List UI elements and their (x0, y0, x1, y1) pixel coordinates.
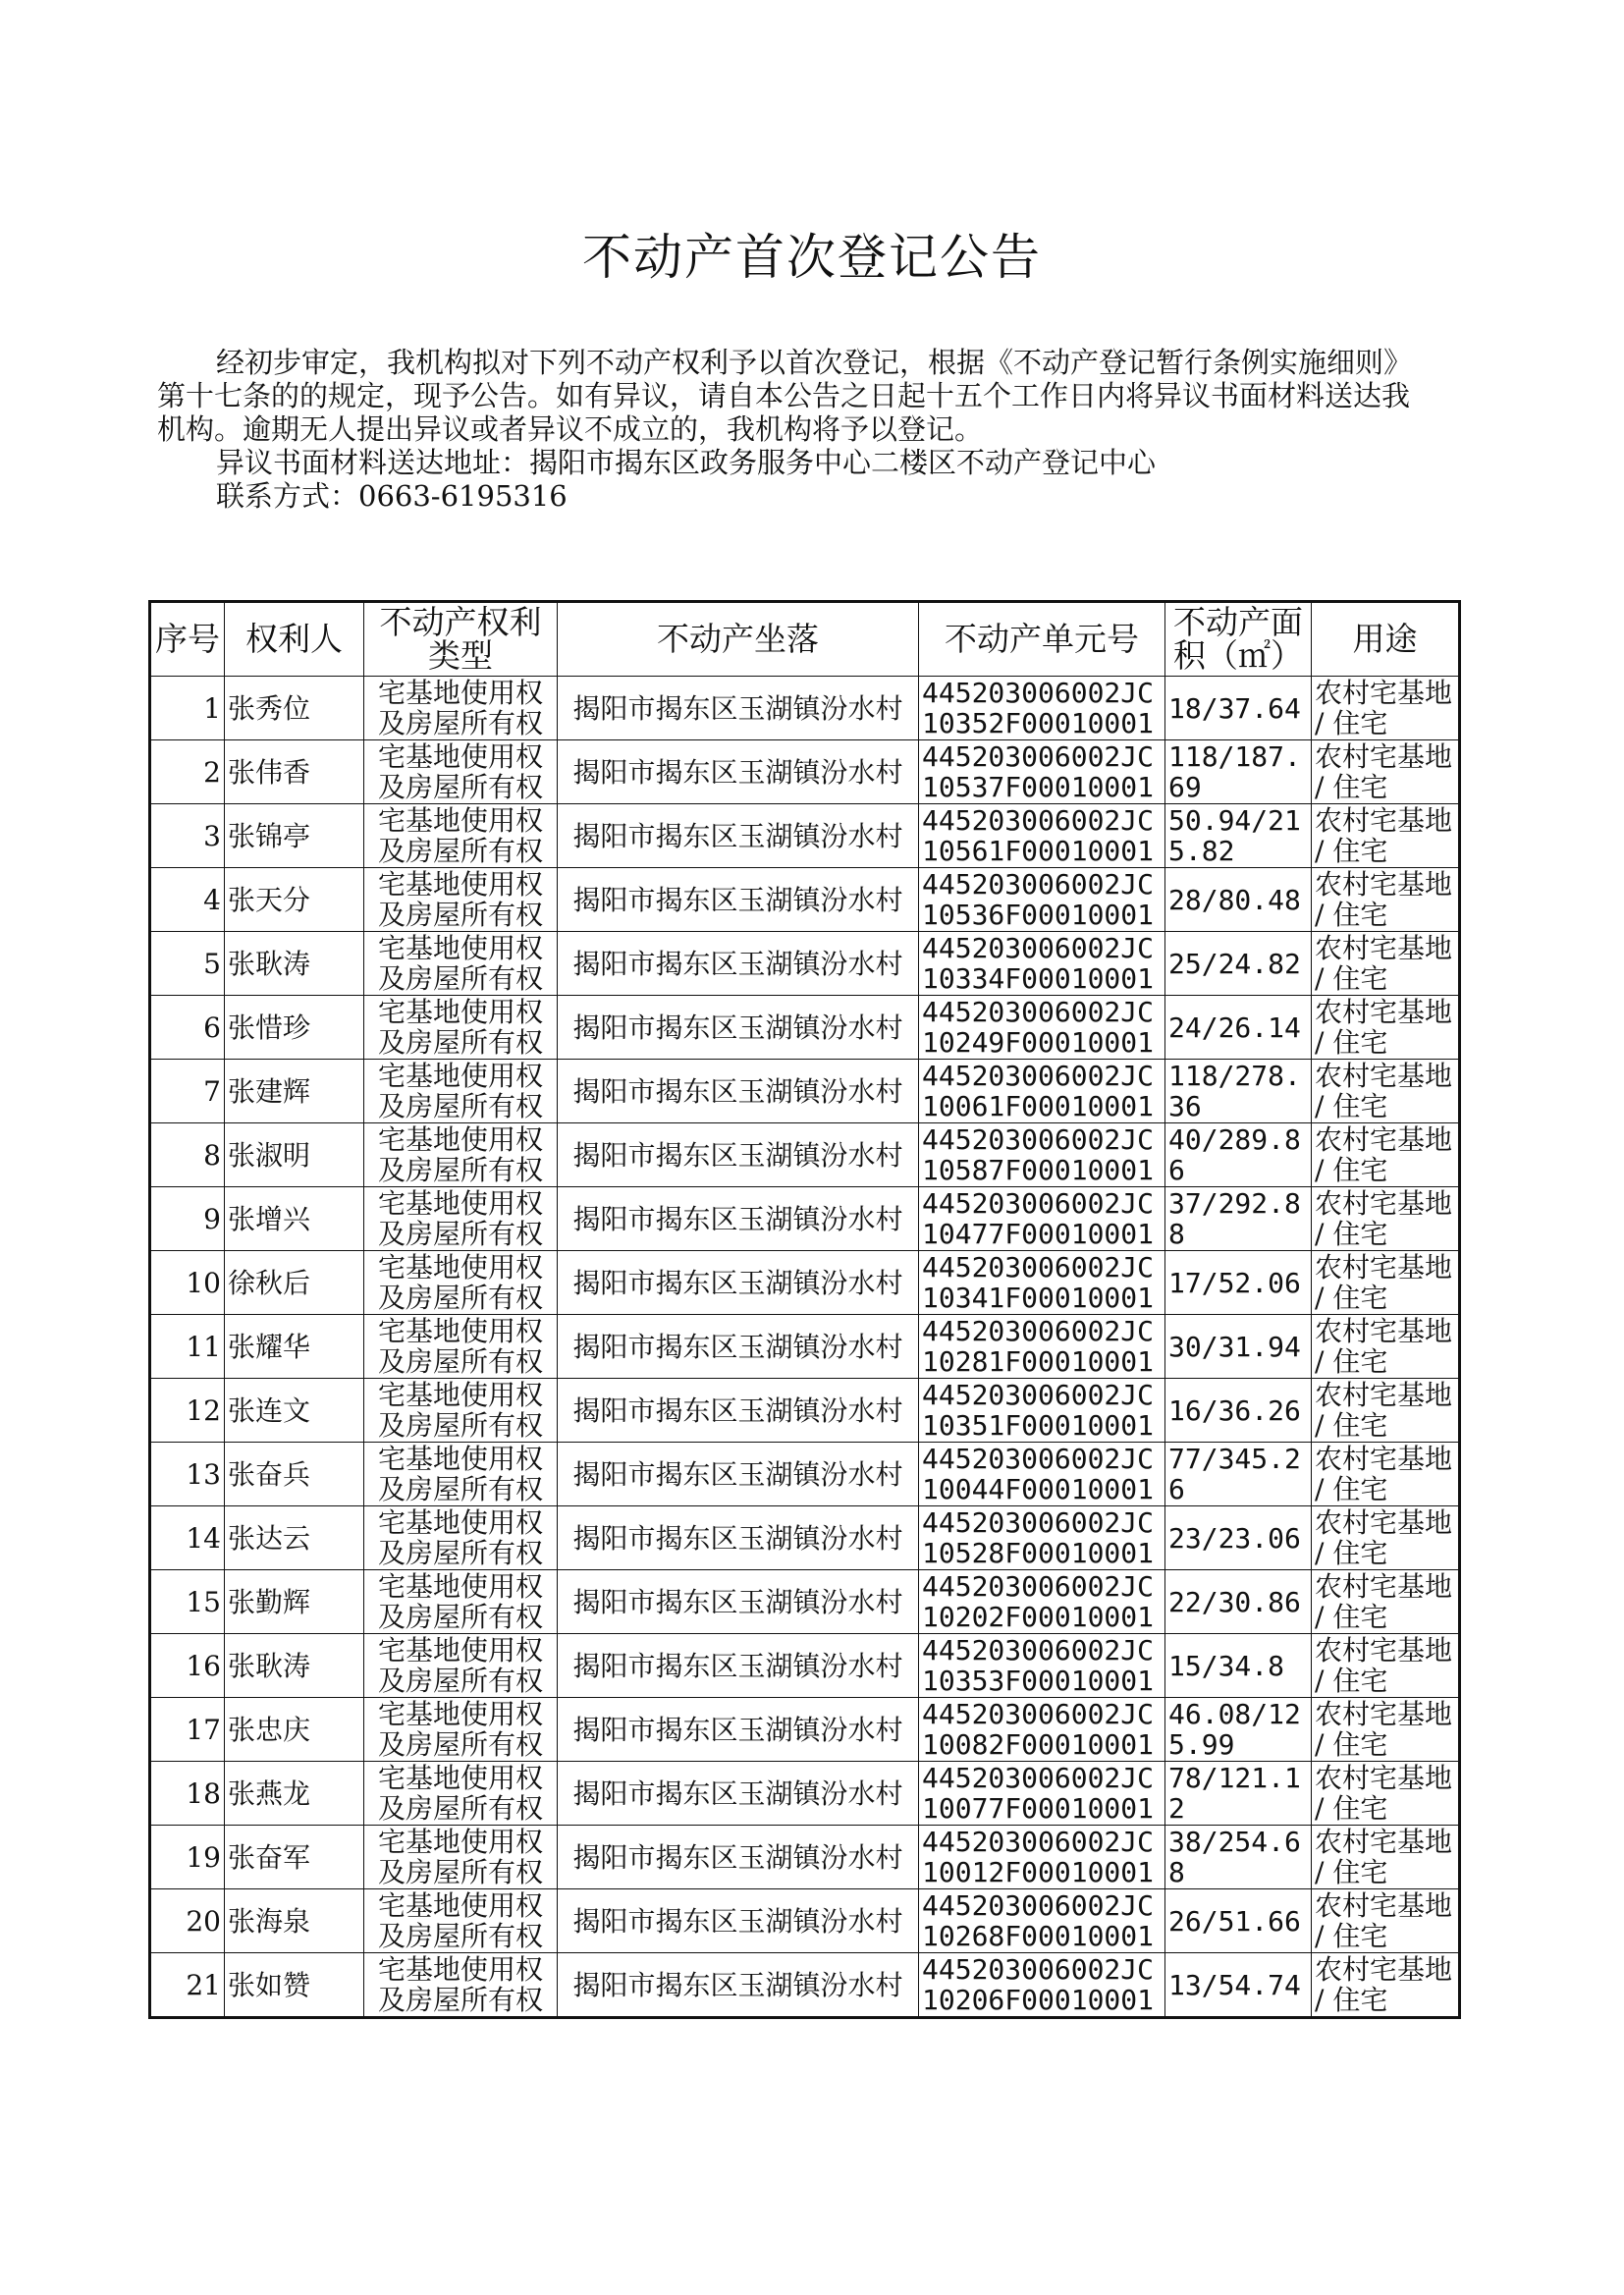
cell-use: 农村宅基地 / 住宅 (1312, 1443, 1460, 1506)
cell-no: 3 (150, 804, 225, 868)
table-row (150, 740, 1460, 804)
cell-unit-no: 445203006002JC10537F00010001 (919, 740, 1165, 804)
cell-owner: 张锦亭 (225, 804, 364, 868)
table-row (150, 1698, 1460, 1762)
cell-use: 农村宅基地 / 住宅 (1312, 1251, 1460, 1315)
table-row (150, 1060, 1460, 1123)
cell-no: 12 (150, 1379, 225, 1443)
cell-owner: 张达云 (225, 1506, 364, 1570)
cell-area: 18/37.64 (1165, 677, 1312, 740)
cell-unit-no: 445203006002JC10561F00010001 (919, 804, 1165, 868)
table-row (150, 1570, 1460, 1634)
cell-use: 农村宅基地 / 住宅 (1312, 1187, 1460, 1251)
cell-unit-no: 445203006002JC10268F00010001 (919, 1889, 1165, 1953)
cell-use: 农村宅基地 / 住宅 (1312, 1123, 1460, 1187)
cell-no: 2 (150, 740, 225, 804)
notice-paragraph: 经初步审定，我机构拟对下列不动产权利予以首次登记，根据《不动产登记暂行条例实施细则》第十七条的的规定，现予公告。如有异议，请自本公告之日起十五个工作日内将异议书面材料送达我机构。逾期无人提出异议或者异议不成立的，我机构将予以登记。 (157, 346, 1413, 446)
cell-owner: 张奋兵 (225, 1443, 364, 1506)
cell-location: 揭阳市揭东区玉湖镇汾水村 (558, 804, 919, 868)
cell-owner: 张海泉 (225, 1889, 364, 1953)
cell-no: 9 (150, 1187, 225, 1251)
cell-use: 农村宅基地 / 住宅 (1312, 1634, 1460, 1698)
cell-location: 揭阳市揭东区玉湖镇汾水村 (558, 868, 919, 932)
cell-unit-no: 445203006002JC10082F00010001 (919, 1698, 1165, 1762)
cell-location: 揭阳市揭东区玉湖镇汾水村 (558, 740, 919, 804)
cell-no: 10 (150, 1251, 225, 1315)
cell-location: 揭阳市揭东区玉湖镇汾水村 (558, 1762, 919, 1826)
header-right-type: 不动产权利类型 (364, 602, 558, 677)
cell-unit-no: 445203006002JC10334F00010001 (919, 932, 1165, 996)
cell-right-type: 宅基地使用权及房屋所有权 (364, 1570, 558, 1634)
cell-unit-no: 445203006002JC10012F00010001 (919, 1826, 1165, 1889)
cell-area: 30/31.94 (1165, 1315, 1312, 1379)
cell-owner: 张伟香 (225, 740, 364, 804)
cell-area: 50.94/215.82 (1165, 804, 1312, 868)
cell-unit-no: 445203006002JC10352F00010001 (919, 677, 1165, 740)
cell-use: 农村宅基地 / 住宅 (1312, 1762, 1460, 1826)
cell-unit-no: 445203006002JC10528F00010001 (919, 1506, 1165, 1570)
cell-no: 16 (150, 1634, 225, 1698)
table-row (150, 1123, 1460, 1187)
cell-unit-no: 445203006002JC10536F00010001 (919, 868, 1165, 932)
cell-area: 25/24.82 (1165, 932, 1312, 996)
cell-no: 1 (150, 677, 225, 740)
cell-right-type: 宅基地使用权及房屋所有权 (364, 1315, 558, 1379)
cell-area: 37/292.88 (1165, 1187, 1312, 1251)
cell-location: 揭阳市揭东区玉湖镇汾水村 (558, 1953, 919, 2018)
table-row (150, 1379, 1460, 1443)
cell-location: 揭阳市揭东区玉湖镇汾水村 (558, 1315, 919, 1379)
cell-right-type: 宅基地使用权及房屋所有权 (364, 1698, 558, 1762)
cell-no: 7 (150, 1060, 225, 1123)
cell-unit-no: 445203006002JC10202F00010001 (919, 1570, 1165, 1634)
cell-area: 78/121.12 (1165, 1762, 1312, 1826)
cell-location: 揭阳市揭东区玉湖镇汾水村 (558, 1698, 919, 1762)
cell-no: 6 (150, 996, 225, 1060)
cell-owner: 张建辉 (225, 1060, 364, 1123)
table-header-row (150, 602, 1460, 677)
cell-right-type: 宅基地使用权及房屋所有权 (364, 1953, 558, 2018)
cell-area: 118/278.36 (1165, 1060, 1312, 1123)
cell-location: 揭阳市揭东区玉湖镇汾水村 (558, 932, 919, 996)
cell-area: 24/26.14 (1165, 996, 1312, 1060)
cell-right-type: 宅基地使用权及房屋所有权 (364, 804, 558, 868)
cell-owner: 张勤辉 (225, 1570, 364, 1634)
cell-unit-no: 445203006002JC10077F00010001 (919, 1762, 1165, 1826)
table-row (150, 932, 1460, 996)
cell-unit-no: 445203006002JC10206F00010001 (919, 1953, 1165, 2018)
cell-area: 13/54.74 (1165, 1953, 1312, 2018)
table-row (150, 1762, 1460, 1826)
cell-unit-no: 445203006002JC10351F00010001 (919, 1379, 1165, 1443)
cell-use: 农村宅基地 / 住宅 (1312, 804, 1460, 868)
cell-area: 28/80.48 (1165, 868, 1312, 932)
table-row (150, 1953, 1460, 2018)
cell-right-type: 宅基地使用权及房屋所有权 (364, 1123, 558, 1187)
table-row (150, 1634, 1460, 1698)
notice-body (157, 346, 1434, 513)
cell-owner: 徐秋后 (225, 1251, 364, 1315)
cell-location: 揭阳市揭东区玉湖镇汾水村 (558, 1634, 919, 1698)
cell-area: 23/23.06 (1165, 1506, 1312, 1570)
cell-area: 40/289.86 (1165, 1123, 1312, 1187)
cell-no: 18 (150, 1762, 225, 1826)
table-row (150, 1315, 1460, 1379)
cell-location: 揭阳市揭东区玉湖镇汾水村 (558, 1187, 919, 1251)
cell-location: 揭阳市揭东区玉湖镇汾水村 (558, 996, 919, 1060)
cell-owner: 张燕龙 (225, 1762, 364, 1826)
cell-owner: 张奋军 (225, 1826, 364, 1889)
page-title: 不动产首次登记公告 (582, 229, 1042, 286)
cell-right-type: 宅基地使用权及房屋所有权 (364, 677, 558, 740)
cell-location: 揭阳市揭东区玉湖镇汾水村 (558, 1826, 919, 1889)
cell-location: 揭阳市揭东区玉湖镇汾水村 (558, 1443, 919, 1506)
cell-right-type: 宅基地使用权及房屋所有权 (364, 1889, 558, 1953)
cell-owner: 张惜珍 (225, 996, 364, 1060)
cell-unit-no: 445203006002JC10587F00010001 (919, 1123, 1165, 1187)
header-no: 序号 (150, 602, 225, 677)
header-area: 不动产面积（㎡） (1165, 602, 1312, 677)
cell-no: 15 (150, 1570, 225, 1634)
cell-no: 14 (150, 1506, 225, 1570)
cell-right-type: 宅基地使用权及房屋所有权 (364, 1187, 558, 1251)
cell-area: 38/254.68 (1165, 1826, 1312, 1889)
cell-unit-no: 445203006002JC10061F00010001 (919, 1060, 1165, 1123)
cell-location: 揭阳市揭东区玉湖镇汾水村 (558, 1506, 919, 1570)
cell-no: 11 (150, 1315, 225, 1379)
table-row (150, 1889, 1460, 1953)
table-row (150, 677, 1460, 740)
cell-use: 农村宅基地 / 住宅 (1312, 1315, 1460, 1379)
cell-area: 46.08/125.99 (1165, 1698, 1312, 1762)
cell-owner: 张耿涛 (225, 932, 364, 996)
cell-location: 揭阳市揭东区玉湖镇汾水村 (558, 1379, 919, 1443)
registration-table (148, 600, 1461, 2019)
cell-use: 农村宅基地 / 住宅 (1312, 1889, 1460, 1953)
cell-use: 农村宅基地 / 住宅 (1312, 1506, 1460, 1570)
cell-owner: 张淑明 (225, 1123, 364, 1187)
cell-location: 揭阳市揭东区玉湖镇汾水村 (558, 1889, 919, 1953)
cell-use: 农村宅基地 / 住宅 (1312, 1379, 1460, 1443)
cell-owner: 张耿涛 (225, 1634, 364, 1698)
contact-info: 联系方式：0663-6195316 (216, 479, 568, 513)
cell-unit-no: 445203006002JC10044F00010001 (919, 1443, 1165, 1506)
cell-use: 农村宅基地 / 住宅 (1312, 932, 1460, 996)
cell-owner: 张增兴 (225, 1187, 364, 1251)
cell-unit-no: 445203006002JC10281F00010001 (919, 1315, 1165, 1379)
cell-use: 农村宅基地 / 住宅 (1312, 1060, 1460, 1123)
cell-no: 21 (150, 1953, 225, 2018)
cell-unit-no: 445203006002JC10353F00010001 (919, 1634, 1165, 1698)
cell-owner: 张耀华 (225, 1315, 364, 1379)
cell-area: 15/34.8 (1165, 1634, 1312, 1698)
cell-right-type: 宅基地使用权及房屋所有权 (364, 1379, 558, 1443)
cell-right-type: 宅基地使用权及房屋所有权 (364, 1506, 558, 1570)
cell-right-type: 宅基地使用权及房屋所有权 (364, 932, 558, 996)
cell-owner: 张连文 (225, 1379, 364, 1443)
cell-owner: 张忠庆 (225, 1698, 364, 1762)
cell-right-type: 宅基地使用权及房屋所有权 (364, 1251, 558, 1315)
cell-owner: 张天分 (225, 868, 364, 932)
table-row (150, 868, 1460, 932)
table-row (150, 1187, 1460, 1251)
table-row (150, 996, 1460, 1060)
cell-right-type: 宅基地使用权及房屋所有权 (364, 1060, 558, 1123)
cell-use: 农村宅基地 / 住宅 (1312, 677, 1460, 740)
cell-area: 26/51.66 (1165, 1889, 1312, 1953)
cell-unit-no: 445203006002JC10341F00010001 (919, 1251, 1165, 1315)
cell-no: 4 (150, 868, 225, 932)
header-owner: 权利人 (225, 602, 364, 677)
cell-right-type: 宅基地使用权及房屋所有权 (364, 1826, 558, 1889)
cell-no: 19 (150, 1826, 225, 1889)
cell-right-type: 宅基地使用权及房屋所有权 (364, 1762, 558, 1826)
objection-address: 异议书面材料送达地址：揭阳市揭东区政务服务中心二楼区不动产登记中心 (216, 446, 1157, 479)
table-row (150, 1251, 1460, 1315)
cell-no: 5 (150, 932, 225, 996)
cell-right-type: 宅基地使用权及房屋所有权 (364, 740, 558, 804)
header-location: 不动产坐落 (558, 602, 919, 677)
cell-use: 农村宅基地 / 住宅 (1312, 1698, 1460, 1762)
cell-location: 揭阳市揭东区玉湖镇汾水村 (558, 677, 919, 740)
cell-location: 揭阳市揭东区玉湖镇汾水村 (558, 1251, 919, 1315)
cell-area: 118/187.69 (1165, 740, 1312, 804)
cell-use: 农村宅基地 / 住宅 (1312, 1953, 1460, 2018)
table-row (150, 804, 1460, 868)
cell-owner: 张秀位 (225, 677, 364, 740)
cell-area: 17/52.06 (1165, 1251, 1312, 1315)
cell-right-type: 宅基地使用权及房屋所有权 (364, 1443, 558, 1506)
cell-no: 17 (150, 1698, 225, 1762)
cell-unit-no: 445203006002JC10477F00010001 (919, 1187, 1165, 1251)
table-row (150, 1826, 1460, 1889)
cell-location: 揭阳市揭东区玉湖镇汾水村 (558, 1123, 919, 1187)
cell-location: 揭阳市揭东区玉湖镇汾水村 (558, 1570, 919, 1634)
table-row (150, 1506, 1460, 1570)
cell-use: 农村宅基地 / 住宅 (1312, 740, 1460, 804)
cell-unit-no: 445203006002JC10249F00010001 (919, 996, 1165, 1060)
cell-area: 22/30.86 (1165, 1570, 1312, 1634)
cell-no: 13 (150, 1443, 225, 1506)
cell-right-type: 宅基地使用权及房屋所有权 (364, 1634, 558, 1698)
cell-owner: 张如赞 (225, 1953, 364, 2018)
cell-area: 77/345.26 (1165, 1443, 1312, 1506)
table-row (150, 1443, 1460, 1506)
cell-no: 8 (150, 1123, 225, 1187)
cell-area: 16/36.26 (1165, 1379, 1312, 1443)
cell-use: 农村宅基地 / 住宅 (1312, 868, 1460, 932)
header-unit-no: 不动产单元号 (919, 602, 1165, 677)
table-body (150, 677, 1460, 2018)
header-use: 用途 (1312, 602, 1460, 677)
cell-right-type: 宅基地使用权及房屋所有权 (364, 868, 558, 932)
cell-right-type: 宅基地使用权及房屋所有权 (364, 996, 558, 1060)
cell-location: 揭阳市揭东区玉湖镇汾水村 (558, 1060, 919, 1123)
cell-use: 农村宅基地 / 住宅 (1312, 1826, 1460, 1889)
cell-use: 农村宅基地 / 住宅 (1312, 996, 1460, 1060)
cell-no: 20 (150, 1889, 225, 1953)
cell-use: 农村宅基地 / 住宅 (1312, 1570, 1460, 1634)
